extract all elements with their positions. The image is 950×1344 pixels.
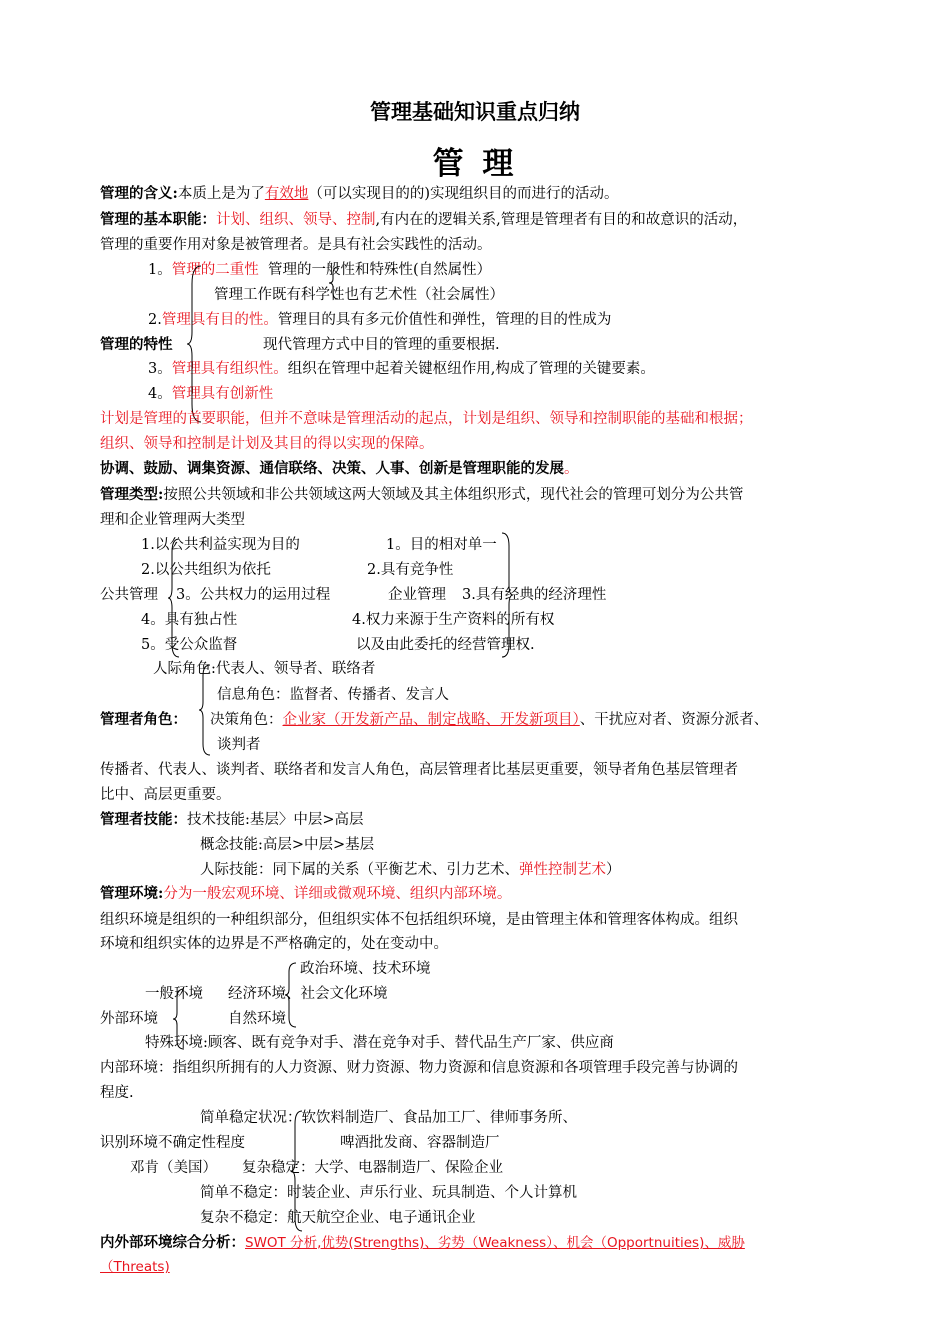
plan-line-2: 组织、领导和控制是计划及其目的得以实现的保障。 bbox=[100, 436, 434, 452]
environment-line bbox=[100, 884, 511, 904]
uncertainty-label: 识别环境不确定性程度 bbox=[100, 1135, 245, 1151]
internal-env-2: 程度. bbox=[100, 1085, 134, 1101]
skill-technical: 技术技能:基层〉中层>高层 bbox=[187, 812, 364, 828]
enterprise-label: 企业管理 bbox=[388, 587, 446, 603]
enterprise-item-4: 4.权力来源于生产资料的所有权 bbox=[352, 612, 555, 628]
roles-note-2: 比中、高层更重要。 bbox=[100, 787, 231, 803]
specific-env: 特殊环境:顾客、既有竞争对手、潜在竞争对手、替代品生产厂家、供应商 bbox=[145, 1035, 614, 1051]
uncertainty-complex-unstable: 复杂不稳定：航天航空企业、电子通讯企业 bbox=[200, 1210, 476, 1226]
external-env-label: 外部环境 bbox=[100, 1011, 158, 1027]
environment-desc-2: 环境和组织实体的边界是不严格确定的，处在变动中。 bbox=[100, 936, 448, 952]
public-item-4: 4。具有独占性 bbox=[141, 612, 238, 628]
functions-highlight: 计划、组织、领导、控制 bbox=[216, 212, 376, 228]
uncertainty-simple-stable-2: 啤酒批发商、容器制造厂 bbox=[340, 1135, 500, 1151]
types-line-2: 理和企业管理两大类型 bbox=[100, 512, 245, 528]
trait-1-number: 1。 bbox=[148, 262, 172, 278]
roles-label: 管理者角色： bbox=[100, 711, 187, 728]
trait-3 bbox=[148, 359, 655, 379]
meaning-text-2: （可以实现目的的)实现组织目的而进行的活动。 bbox=[308, 186, 619, 202]
swot-text: SWOT 分析,优势(Strengths)、劣势（Weakness）、机会（Opportnuities)、威胁 bbox=[245, 1235, 745, 1251]
trait-1-detail-b: 管理工作既有科学性也有艺术性（社会属性） bbox=[214, 287, 504, 303]
traits-label: 管理的特性 bbox=[100, 336, 173, 353]
environment-desc-1: 组织环境是组织的一种组织部分，但组织实体不包括组织环境，是由管理主体和管理客体构成。组织 bbox=[100, 912, 738, 928]
types-line bbox=[100, 485, 743, 505]
meaning-text-1: 本质上是为了 bbox=[177, 186, 265, 202]
internal-env-1: 内部环境：指组织所拥有的人力资源、财力资源、物力资源和信息资源和各项管理手段完善与协调的 bbox=[100, 1060, 738, 1076]
trait-1-highlight: 管理的二重性 bbox=[171, 262, 259, 278]
role-information: 信息角色：监督者、传播者、发言人 bbox=[217, 687, 449, 703]
functions-text: ,有内在的逻辑关系,管理是管理者有目的和故意识的活动， bbox=[375, 212, 748, 228]
uncertainty-simple-stable: 简单稳定状况：软饮料制造厂、食品加工厂、律师事务所、 bbox=[200, 1110, 577, 1126]
enterprise-item-3: 3.具有经典的经济理性 bbox=[462, 587, 607, 603]
meaning-highlight: 有效地 bbox=[264, 186, 309, 202]
document-title: 管理基础知识重点归纳 bbox=[370, 100, 580, 124]
trait-2-number: 2. bbox=[148, 312, 162, 328]
trait-4 bbox=[148, 384, 273, 404]
swot-threats: （Threats) bbox=[100, 1259, 170, 1275]
environment-label: 管理环境: bbox=[100, 885, 164, 902]
functions-label: 管理的基本职能： bbox=[100, 211, 216, 228]
public-item-1: 1.以公共利益实现为目的 bbox=[141, 537, 300, 553]
section-title: 管 理 bbox=[432, 146, 518, 182]
coordination-text: 协调、鼓励、调集资源、通信联络、决策、人事、创新是管理职能的发展 bbox=[100, 460, 564, 477]
enterprise-item-5: 以及由此委托的经营管理权. bbox=[356, 637, 535, 653]
trait-2-highlight: 管理具有目的性。 bbox=[161, 312, 278, 328]
public-label: 公共管理 bbox=[100, 587, 158, 603]
environment-highlight: 分为一般宏观环境、详细或微观环境、组织内部环境。 bbox=[163, 886, 512, 902]
uncertainty-author: 邓肯（美国） bbox=[130, 1160, 217, 1176]
skill-conceptual: 概念技能:高层>中层>基层 bbox=[200, 837, 375, 853]
swot-label: 内外部环境综合分析： bbox=[100, 1234, 245, 1251]
enterprise-item-1: 1。目的相对单一 bbox=[386, 537, 497, 553]
general-env-brace bbox=[284, 962, 298, 1028]
role-decision bbox=[210, 710, 768, 730]
trait-3-highlight: 管理具有组织性。 bbox=[171, 361, 288, 377]
trait-2-detail-a: 管理目的具有多元价值性和弹性，管理的目的性成为 bbox=[277, 312, 612, 328]
skills-line bbox=[100, 810, 364, 830]
role-entrepreneur: 企业家（开发新产品、制定战略、开发新项目） bbox=[282, 712, 580, 728]
general-env-1: 政治环境、技术环境 bbox=[300, 961, 431, 977]
swot-line bbox=[100, 1233, 745, 1253]
uncertainty-complex-stable: 复杂稳定：大学、电器制造厂、保险企业 bbox=[242, 1160, 503, 1176]
traits-brace bbox=[186, 264, 204, 424]
trait-3-detail: 组织在管理中起着关键枢纽作用,构成了管理的关键要素。 bbox=[287, 361, 655, 377]
trait-4-highlight: 管理具有创新性 bbox=[171, 386, 274, 402]
trait-4-number: 4。 bbox=[148, 386, 172, 402]
external-env-brace bbox=[172, 988, 186, 1050]
general-env-2: 经济环境、社会文化环境 bbox=[228, 986, 388, 1002]
general-env-label: 一般环境 bbox=[145, 986, 203, 1002]
functions-line-2: 管理的重要作用对象是被管理者。是具有社会实践性的活动。 bbox=[100, 237, 492, 253]
trait-1-detail-a: 管理的一般性和特殊性(自然属性） bbox=[267, 262, 492, 278]
enterprise-item-2: 2.具有竞争性 bbox=[367, 562, 454, 578]
role-decision-label: 决策角色： bbox=[210, 712, 283, 728]
enterprise-brace bbox=[500, 532, 514, 658]
coordination-line bbox=[100, 459, 579, 479]
trait-2-detail-b: 现代管理方式中目的管理的重要根据. bbox=[263, 337, 500, 353]
skill-interpersonal bbox=[200, 860, 621, 880]
role-negotiator: 谈判者 bbox=[217, 737, 261, 753]
role-decision-rest: 、干扰应对者、资源分派者、 bbox=[579, 712, 769, 728]
public-brace bbox=[167, 538, 181, 658]
roles-brace bbox=[198, 664, 212, 756]
uncertainty-brace bbox=[290, 1110, 304, 1232]
role-interpersonal: 人际角色:代表人、领导者、联络者 bbox=[153, 661, 376, 677]
skills-label: 管理者技能： bbox=[100, 811, 187, 828]
types-label: 管理类型: bbox=[100, 486, 164, 503]
coordination-dot: 。 bbox=[564, 461, 579, 477]
trait-3-number: 3。 bbox=[148, 361, 172, 377]
skill-interpersonal-end: ） bbox=[606, 862, 621, 878]
trait-2 bbox=[148, 310, 611, 330]
public-item-2: 2.以公共组织为依托 bbox=[141, 562, 271, 578]
public-item-5: 5。受公众监督 bbox=[141, 637, 238, 653]
uncertainty-simple-unstable: 简单不稳定：时装企业、声乐行业、玩具制造、个人计算机 bbox=[200, 1185, 577, 1201]
roles-note-1: 传播者、代表人、谈判者、联络者和发言人角色，高层管理者比基层更重要，领导者角色基层管理者 bbox=[100, 762, 738, 778]
meaning-label: 管理的含义: bbox=[100, 185, 178, 202]
meaning-line bbox=[100, 184, 619, 204]
public-item-3: 3。公共权力的运用过程 bbox=[176, 587, 331, 603]
skill-interpersonal-text: 人际技能：同下属的关系（平衡艺术、引力艺术、 bbox=[200, 862, 519, 878]
skill-elastic-control: 弹性控制艺术 bbox=[519, 862, 606, 878]
types-text: 按照公共领域和非公共领域这两大领域及其主体组织形式，现代社会的管理可划分为公共管 bbox=[163, 487, 744, 503]
functions-line bbox=[100, 210, 747, 230]
plan-line-1: 计划是管理的首要职能，但并不意味是管理活动的起点，计划是组织、领导和控制职能的基础和根据； bbox=[100, 411, 753, 427]
general-env-3: 自然环境 bbox=[228, 1011, 286, 1027]
nature-brace bbox=[328, 266, 340, 300]
